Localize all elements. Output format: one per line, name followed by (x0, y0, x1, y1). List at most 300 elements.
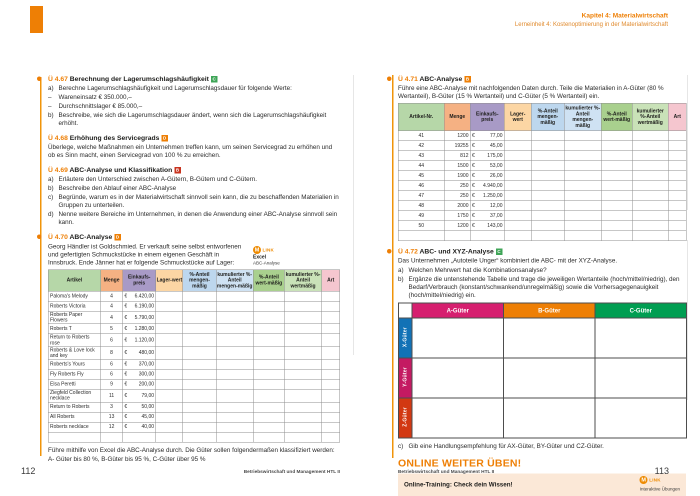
cell-anteil-mengen (183, 347, 216, 360)
cell-kum-anteil-mengen (564, 181, 601, 191)
cell-kum-anteil-mengen (564, 171, 601, 181)
cell-anteil-wert (601, 151, 632, 161)
item-text: Welchen Mehrwert hat die Kombinationsanalyse? (408, 266, 547, 274)
matrix-corner-cell (399, 303, 413, 318)
cell-art (322, 412, 340, 422)
table-row (48, 359, 340, 369)
cell-anteil-wert (601, 161, 632, 171)
item-marker: – (48, 93, 52, 101)
cell-anteil-mengen (531, 221, 564, 231)
cell-kum-anteil-mengen (564, 161, 601, 171)
mlink-line1: Excel (253, 254, 267, 261)
cell-anteil-mengen (183, 402, 216, 412)
item-marker: b) (48, 184, 54, 192)
table-row (48, 389, 340, 402)
cell-menge: 4 (101, 311, 123, 324)
cell-einkaufspreis (123, 311, 156, 324)
table-row (398, 231, 686, 241)
cell-kum-anteil-wert (632, 141, 668, 151)
cell-einkaufspreis (123, 412, 156, 422)
matrix-row-label: X-Güter (402, 326, 408, 347)
cell-artikel-nr: 47 (398, 191, 444, 201)
cell-artikel: Roberts Victoria (48, 301, 100, 311)
cell-anteil-wert (253, 379, 284, 389)
cell-kum-anteil-wert (632, 191, 668, 201)
cell-lagerwert (156, 324, 183, 334)
matrix-col-header: A-Güter (412, 303, 504, 318)
cell-anteil-wert (253, 311, 284, 324)
table-row (48, 301, 340, 311)
exercise-text: Überlege, welche Maßnahmen ein Unternehmen treffen kann, um seinen Servicegrad zu erhöhen und ob es Sinn macht, einen Servicegrad von 100 % zu erreichen. (48, 143, 333, 159)
right-page (398, 75, 686, 496)
cell-einkaufspreis (470, 131, 504, 141)
currency-symbol: € (124, 337, 128, 343)
cell-artikel-nr: 45 (398, 171, 444, 181)
exercise-item (48, 94, 340, 102)
cell-lagerwert (156, 311, 183, 324)
cell-kum-anteil-wert (632, 231, 668, 241)
cell-art (322, 334, 340, 347)
cell-anteil-mengen (531, 191, 564, 201)
cell-einkaufspreis (470, 171, 504, 181)
exercise-intro: Führe eine ABC-Analyse mit nachfolgenden Daten durch. Teile die Materialien in A-Güter (80 % Wertanteil), B-Güter (15 % Wertanteil) und C-Güter (5 % Wertanteil) ein. (398, 84, 664, 100)
exercise-number: Ü 4.68 (48, 134, 68, 142)
cell-menge: 4 (101, 291, 123, 301)
cell-lagerwert (156, 402, 183, 412)
cell-artikel-nr: 48 (398, 201, 444, 211)
matrix-cell (595, 358, 687, 398)
cell-einkaufspreis (123, 389, 156, 402)
amount: 1.120,00 (134, 337, 155, 343)
table-row (398, 191, 686, 201)
cell-lagerwert (156, 389, 183, 402)
item-text: Begründe, warum es in der Materialwirtschaft sinnvoll sein kann, die zu beschaffenden Materialien in Gruppen zu unterteilen. (58, 193, 339, 209)
cell-art (322, 389, 340, 402)
cell-anteil-wert (253, 347, 284, 360)
table-row (48, 422, 340, 432)
table-body (48, 291, 340, 442)
cell-kum-anteil-wert (632, 131, 668, 141)
table-header-cell: Art (322, 270, 340, 292)
cell-menge: 2000 (444, 201, 470, 211)
table-row (398, 151, 686, 161)
exercise-title-text: Erhöhung des Servicegrads (69, 134, 160, 142)
exercise-bullet-icon (387, 77, 392, 82)
cell-anteil-mengen (183, 359, 216, 369)
table-header-cell: %-Anteil mengen-mäßig (183, 270, 216, 292)
table-row (48, 402, 340, 412)
cell-menge: 13 (101, 412, 123, 422)
cell-kum-anteil-mengen (216, 301, 253, 311)
cell-lagerwert (156, 412, 183, 422)
classification-rule: A- Güter bis 80 %, B-Güter bis 95 %, C-Güter über 95 % (48, 455, 206, 463)
exercise-outro: Führe mithilfe von Excel die ABC-Analyse durch. Die Güter sollen folgendermaßen klassifiziert werden: (48, 446, 335, 454)
exercise-number: Ü 4.67 (48, 75, 68, 83)
cell-kum-anteil-mengen (216, 412, 253, 422)
cell-artikel-nr: 42 (398, 141, 444, 151)
cell-art (322, 359, 340, 369)
cell-lagerwert (504, 221, 531, 231)
lerneinheit-title: Lerneinheit 4: Kostenoptimierung in der Materialwirtschaft (514, 20, 668, 28)
cell-menge: 11 (101, 389, 123, 402)
item-text: Beschreibe den Ablauf einer ABC-Analyse (58, 184, 177, 192)
matrix-cell (504, 318, 596, 358)
item-marker: a) (48, 84, 54, 92)
cell-art (322, 432, 340, 442)
matrix-cell (595, 398, 687, 438)
cell-menge: 1200 (444, 131, 470, 141)
cell-kum-anteil-mengen (564, 131, 601, 141)
cell-art (322, 402, 340, 412)
table-row (398, 201, 686, 211)
competence-badge: D (163, 135, 167, 141)
cell-anteil-mengen (531, 201, 564, 211)
cell-menge: 6 (101, 334, 123, 347)
cell-einkaufspreis (470, 151, 504, 161)
matrix-row-label: Y-Güter (402, 366, 408, 387)
cell-art (322, 301, 340, 311)
table-row (48, 379, 340, 389)
exercise-4-68 (48, 134, 340, 160)
exercise-title-text: Berechnung der Lagerumschlagshäufigkeit (69, 75, 209, 83)
currency-symbol: € (124, 392, 128, 399)
item-text: Berechne Lagerumschlagshäufigkeit und Lagerumschlagsdauer für folgende Werte: (58, 84, 292, 92)
amount: 77,00 (489, 133, 503, 139)
excel-link[interactable] (253, 246, 280, 265)
table-row (398, 141, 686, 151)
cell-kum-anteil-wert (284, 311, 321, 324)
footer-right: Betriebswirtschaft und Management HTL II (398, 469, 495, 475)
currency-symbol: € (124, 293, 128, 299)
competence-badge: B (465, 76, 470, 82)
table-row (48, 311, 340, 324)
cell-anteil-mengen (531, 211, 564, 221)
cell-menge: 1200 (444, 221, 470, 231)
cell-einkaufspreis (470, 201, 504, 211)
currency-symbol: € (472, 193, 475, 199)
exercise-item (48, 112, 340, 128)
cell-artikel: Return to Roberts (48, 402, 100, 412)
currency-symbol: € (472, 133, 475, 139)
cell-anteil-wert (253, 389, 284, 402)
cell-anteil-wert (253, 402, 284, 412)
cell-anteil-wert (253, 334, 284, 347)
cell-anteil-mengen (531, 141, 564, 151)
cell-einkaufspreis (123, 301, 156, 311)
table-header-cell: Artikel (48, 270, 100, 292)
cell-anteil-wert (253, 301, 284, 311)
cell-anteil-mengen (531, 131, 564, 141)
cell-artikel: Roberts Paper Flowers (48, 311, 100, 324)
exercise-number: Ü 4.72 (398, 247, 418, 256)
table-header-cell: Artikel-Nr. (398, 103, 444, 131)
currency-symbol: € (472, 213, 475, 219)
cell-kum-anteil-wert (632, 171, 668, 181)
cell-menge: 5 (101, 324, 123, 334)
amount: 1.250,00 (483, 193, 503, 199)
amount: 200,00 (138, 381, 155, 388)
cell-einkaufspreis (470, 141, 504, 151)
amount: 6.420,00 (134, 293, 155, 299)
cell-art (668, 181, 686, 191)
cell-menge: 8 (101, 347, 123, 360)
cell-anteil-mengen (183, 369, 216, 379)
cell-einkaufspreis (470, 181, 504, 191)
cell-art (668, 161, 686, 171)
exercise-number: Ü 4.69 (48, 166, 68, 174)
mlink-logo-icon: M (254, 247, 260, 254)
table-row (398, 181, 686, 191)
matrix-row-label: Z-Güter (402, 406, 408, 427)
cell-anteil-wert (601, 231, 632, 241)
exercise-item (48, 103, 340, 111)
table-header-cell: Art (668, 103, 686, 131)
cell-einkaufspreis (470, 191, 504, 201)
left-column-separator (353, 75, 354, 355)
cell-art (322, 379, 340, 389)
table-header-row (48, 270, 340, 292)
exercise-items (48, 85, 340, 128)
cell-kum-anteil-wert (284, 359, 321, 369)
cell-anteil-wert (253, 291, 284, 301)
cell-menge: 1500 (444, 161, 470, 171)
cell-lagerwert (156, 334, 183, 347)
cell-kum-anteil-mengen (216, 402, 253, 412)
table-row (48, 347, 340, 360)
cell-kum-anteil-mengen (216, 432, 253, 442)
cell-artikel (48, 432, 100, 442)
matrix-row-header (399, 398, 413, 438)
online-training-bar[interactable] (398, 474, 686, 496)
cell-kum-anteil-wert (632, 201, 668, 211)
cell-lagerwert (504, 141, 531, 151)
cell-kum-anteil-mengen (564, 201, 601, 211)
matrix-cell (412, 358, 504, 398)
table-row (398, 171, 686, 181)
cell-kum-anteil-wert (284, 324, 321, 334)
stock-table-left (48, 269, 340, 442)
cell-anteil-mengen (183, 291, 216, 301)
cell-art (322, 291, 340, 301)
cell-art (322, 369, 340, 379)
item-marker: a) (398, 266, 404, 274)
currency-symbol: € (472, 183, 475, 189)
cell-anteil-wert (601, 131, 632, 141)
item-marker: – (48, 102, 52, 110)
item-text: Erläutere den Unterschied zwischen A-Gütern, B-Gütern und C-Gütern. (58, 175, 257, 183)
cell-anteil-mengen (183, 311, 216, 324)
cell-kum-anteil-mengen (216, 379, 253, 389)
matrix-cell (412, 398, 504, 438)
cell-art (668, 171, 686, 181)
currency-symbol: € (472, 203, 475, 209)
cell-kum-anteil-wert (632, 151, 668, 161)
cell-lagerwert (504, 181, 531, 191)
exercise-4-72 (398, 248, 686, 451)
cell-anteil-wert (253, 359, 284, 369)
cell-menge: 12 (101, 422, 123, 432)
cell-kum-anteil-wert (284, 379, 321, 389)
exercise-title (48, 233, 340, 241)
cell-anteil-wert (253, 324, 284, 334)
cell-anteil-mengen (183, 432, 216, 442)
exercise-title (398, 75, 686, 83)
left-accent-line (40, 77, 42, 456)
table-row (48, 369, 340, 379)
exercise-number: Ü 4.71 (398, 75, 418, 83)
competence-badge: C (497, 249, 501, 255)
cell-art (668, 231, 686, 241)
cell-kum-anteil-mengen (216, 347, 253, 360)
amount: 26,00 (489, 173, 503, 179)
amount: 45,00 (141, 414, 155, 420)
cell-artikel-nr: 49 (398, 211, 444, 221)
cell-anteil-mengen (183, 301, 216, 311)
online-section-title: ONLINE WEITER ÜBEN! (398, 457, 522, 470)
amount: 6.190,00 (134, 303, 155, 309)
cell-anteil-wert (601, 141, 632, 151)
item-text: Nenne weitere Bereiche im Unternehmen, in denen die Anwendung einer ABC-Analyse sinnvoll sein kann. (58, 210, 338, 226)
competence-badge: B (175, 167, 180, 173)
exercise-4-70 (48, 233, 340, 464)
mlink-line2: Interaktive Übungen (639, 486, 680, 492)
table-header-cell: kumulierter %-Anteil wertmäßig (632, 103, 668, 131)
cell-lagerwert (504, 211, 531, 221)
cell-anteil-wert (253, 369, 284, 379)
table-header-cell: kumulierter %-Anteil mengen-mäßig (564, 103, 601, 131)
cell-kum-anteil-mengen (564, 211, 601, 221)
cell-menge: 1900 (444, 171, 470, 181)
exercise-item (398, 267, 686, 275)
table-row (48, 412, 340, 422)
item-text: Beschreibe, wie sich die Lagerumschlagsdauer ändert, wenn sich die Lagerumschlagshäufigkeit erhöht. (58, 111, 327, 127)
cell-art (668, 141, 686, 151)
item-marker: c) (48, 193, 54, 201)
exercise-title (398, 248, 686, 256)
cell-artikel: Roberts & Love lock and key (48, 347, 100, 360)
cell-kum-anteil-wert (284, 301, 321, 311)
cell-anteil-mengen (183, 422, 216, 432)
cell-lagerwert (504, 201, 531, 211)
item-marker: b) (398, 275, 404, 283)
amount: 50,00 (141, 404, 155, 410)
cell-einkaufspreis (123, 324, 156, 334)
mlink-brand: LINK (649, 477, 661, 483)
exercise-4-71 (398, 75, 686, 241)
cell-artikel: Roberts necklace (48, 422, 100, 432)
cell-kum-anteil-wert (284, 402, 321, 412)
item-marker: d) (48, 210, 54, 218)
cell-anteil-wert (601, 221, 632, 231)
currency-symbol: € (124, 414, 128, 420)
item-marker: c) (398, 442, 404, 450)
cell-menge: 1750 (444, 211, 470, 221)
cell-kum-anteil-mengen (564, 191, 601, 201)
cell-einkaufspreis (123, 379, 156, 389)
exercise-intro: Das Unternehmen „Autoteile Unger“ kombiniert die ABC- mit der XYZ-Analyse. (398, 257, 618, 265)
cell-anteil-mengen (531, 161, 564, 171)
page-number-left: 112 (21, 466, 36, 476)
table-header-cell: Menge (101, 270, 123, 292)
item-text: Wareneinsatz € 350.000,– (58, 93, 132, 101)
cell-art (668, 131, 686, 141)
cell-kum-anteil-mengen (564, 231, 601, 241)
interactive-exercises-link[interactable] (640, 476, 680, 493)
cell-anteil-mengen (531, 151, 564, 161)
cell-art (668, 151, 686, 161)
cell-artikel: Roberts's Yours (48, 359, 100, 369)
table-header-cell: kumulierter %-Anteil wertmäßig (284, 270, 321, 292)
cell-kum-anteil-wert (632, 221, 668, 231)
cell-einkaufspreis (470, 211, 504, 221)
cell-einkaufspreis (123, 334, 156, 347)
exercise-title (48, 134, 340, 142)
table-row (48, 291, 340, 301)
cell-anteil-mengen (183, 379, 216, 389)
cell-artikel: Roberts T (48, 324, 100, 334)
currency-symbol: € (124, 314, 128, 321)
cell-menge: 812 (444, 151, 470, 161)
cell-kum-anteil-wert (632, 161, 668, 171)
cell-lagerwert (504, 171, 531, 181)
cell-kum-anteil-mengen (564, 151, 601, 161)
matrix-col-header: B-Güter (504, 303, 596, 318)
currency-symbol: € (124, 404, 128, 410)
matrix-row (399, 398, 687, 438)
cell-kum-anteil-wert (284, 389, 321, 402)
currency-symbol: € (472, 173, 475, 179)
cell-anteil-mengen (183, 389, 216, 402)
exercise-title-text: ABC-Analyse (419, 75, 463, 83)
cell-menge (444, 231, 470, 241)
table-row (48, 334, 340, 347)
exercise-item (398, 276, 686, 300)
exercise-bullet-icon (37, 77, 42, 82)
amount: 79,00 (141, 392, 155, 399)
exercise-item (48, 211, 340, 227)
right-column-separator-2 (687, 240, 688, 400)
amount: 370,00 (138, 361, 155, 368)
cell-anteil-wert (253, 432, 284, 442)
amount: 12,00 (489, 203, 503, 209)
cell-menge: 4 (101, 301, 123, 311)
exercise-4-69 (48, 166, 340, 227)
cell-anteil-wert (601, 211, 632, 221)
mlink-brand: LINK (262, 247, 274, 253)
table-header-cell: %-Anteil wert-mäßig (253, 270, 284, 292)
amount: 300,00 (138, 371, 155, 378)
cell-menge: 9 (101, 379, 123, 389)
table-header-cell: %-Anteil wert-mäßig (601, 103, 632, 131)
amount: 175,00 (487, 153, 503, 159)
cell-menge: 250 (444, 181, 470, 191)
cell-kum-anteil-wert (632, 181, 668, 191)
table-row (48, 324, 340, 334)
matrix-row (399, 358, 687, 398)
cell-lagerwert (156, 379, 183, 389)
cell-lagerwert (156, 301, 183, 311)
cell-menge: 3 (101, 402, 123, 412)
cell-kum-anteil-wert (284, 412, 321, 422)
amount: 1.280,00 (134, 326, 155, 332)
currency-symbol: € (124, 350, 128, 356)
exercise-item (48, 176, 340, 184)
cell-anteil-mengen (531, 181, 564, 191)
cell-menge: 250 (444, 191, 470, 201)
table-row (398, 131, 686, 141)
cell-art (668, 221, 686, 231)
cell-artikel-nr: 44 (398, 161, 444, 171)
